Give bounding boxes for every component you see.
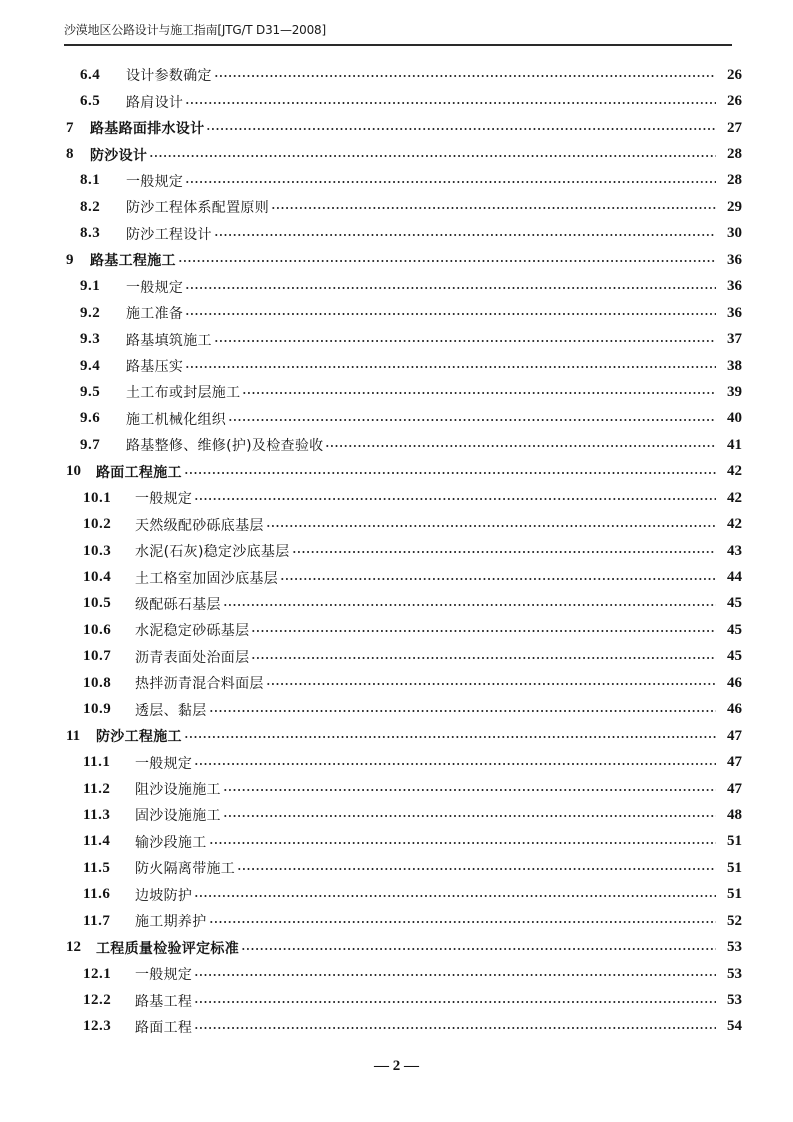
toc-chapter-entry[interactable] [66, 141, 742, 167]
toc-entry-page: 51 [727, 886, 742, 903]
toc-entry-number: 10.2 [83, 516, 112, 533]
document-title: 沙漠地区公路设计与施工指南[JTG/T D31—2008] [64, 23, 326, 37]
toc-entry-page: 29 [727, 198, 742, 215]
toc-section-entry[interactable] [66, 987, 742, 1013]
toc-chapter-entry[interactable] [66, 247, 742, 273]
toc-entry-number: 10.7 [83, 648, 112, 665]
toc-entry-title: 水泥稳定砂砾基层 [135, 623, 250, 640]
toc-section-entry[interactable] [66, 485, 742, 511]
toc-section-entry[interactable] [66, 697, 742, 723]
toc-entry-page: 39 [727, 383, 742, 400]
toc-section-entry[interactable] [66, 379, 742, 405]
dot-leader [266, 519, 716, 533]
toc-chapter-entry[interactable] [66, 723, 742, 749]
toc-section-entry[interactable] [66, 855, 742, 881]
toc-entry-number: 10.6 [83, 621, 112, 638]
toc-entry-page: 42 [727, 463, 742, 480]
toc-entry-title: 工程质量检验评定标准 [96, 940, 239, 957]
toc-section-entry[interactable] [66, 62, 742, 88]
dot-leader [149, 149, 716, 163]
toc-entry-number: 10.9 [83, 701, 112, 718]
toc-entry-title: 路基工程施工 [90, 253, 176, 270]
toc-section-entry[interactable] [66, 432, 742, 458]
toc-entry-number: 12.1 [83, 965, 112, 982]
toc-entry-page: 46 [727, 674, 742, 691]
toc-entry-number: 11.3 [83, 806, 111, 823]
toc-entry-page: 28 [727, 172, 742, 189]
toc-chapter-entry[interactable] [66, 459, 742, 485]
dot-leader [214, 69, 716, 83]
toc-entry-title: 阻沙设施施工 [135, 782, 221, 799]
toc-section-entry[interactable] [66, 300, 742, 326]
dot-leader [223, 598, 716, 612]
dot-leader [185, 175, 716, 189]
toc-entry-title: 路基压实 [126, 359, 184, 376]
dot-leader [185, 281, 716, 295]
toc-entry-page: 28 [727, 146, 742, 163]
toc-entry-number: 10.1 [83, 489, 112, 506]
toc-entry-number: 10.4 [83, 569, 112, 586]
toc-entry-page: 37 [727, 331, 742, 348]
toc-entry-page: 48 [727, 806, 742, 823]
toc-entry-page: 47 [727, 754, 742, 771]
toc-entry-title: 施工机械化组织 [126, 411, 227, 428]
toc-entry-title: 固沙设施施工 [135, 808, 221, 825]
toc-section-entry[interactable] [66, 670, 742, 696]
toc-section-entry[interactable] [66, 961, 742, 987]
toc-entry-page: 38 [727, 357, 742, 374]
toc-entry-number: 9.1 [80, 278, 101, 295]
toc-entry-number: 8 [66, 146, 74, 163]
toc-section-entry[interactable] [66, 353, 742, 379]
dot-leader [223, 809, 716, 823]
toc-section-entry[interactable] [66, 644, 742, 670]
dot-leader [206, 122, 716, 136]
dot-leader [237, 862, 716, 876]
toc-entry-number: 12 [66, 939, 81, 956]
toc-entry-title: 路面工程 [135, 1019, 193, 1036]
toc-chapter-entry[interactable] [66, 115, 742, 141]
toc-entry-number: 9 [66, 251, 74, 268]
dot-leader [223, 783, 716, 797]
toc-entry-title: 土工布或封层施工 [126, 385, 241, 402]
toc-entry-title: 一般规定 [126, 279, 184, 296]
toc-entry-title: 防沙工程设计 [126, 226, 212, 243]
dot-leader [280, 572, 716, 586]
toc-entry-number: 11.4 [83, 833, 111, 850]
toc-entry-number: 12.2 [83, 992, 112, 1009]
dot-leader [292, 545, 716, 559]
dot-leader [194, 889, 716, 903]
toc-entry-number: 8.1 [80, 172, 101, 189]
toc-entry-number: 12.3 [83, 1018, 112, 1035]
toc-entry-title: 路基整修、维修(护)及检查验收 [126, 438, 324, 455]
toc-entry-number: 11 [66, 727, 81, 744]
toc-entry-page: 26 [727, 66, 742, 83]
dot-leader [251, 651, 716, 665]
dot-leader [325, 439, 716, 453]
toc-entry-number: 10.8 [83, 674, 112, 691]
toc-entry-title: 沥青表面处治面层 [135, 649, 250, 666]
toc-entry-page: 44 [727, 569, 742, 586]
toc-section-entry[interactable] [66, 1014, 742, 1040]
toc-entry-page: 36 [727, 304, 742, 321]
toc-entry-title: 一般规定 [135, 755, 193, 772]
toc-entry-page: 52 [727, 912, 742, 929]
toc-entry-page: 36 [727, 251, 742, 268]
toc-entry-title: 防沙工程施工 [96, 729, 182, 746]
toc-entry-number: 11.5 [83, 859, 111, 876]
toc-entry-number: 11.6 [83, 886, 111, 903]
toc-entry-title: 设计参数确定 [126, 68, 212, 85]
toc-entry-page: 46 [727, 701, 742, 718]
toc-entry-title: 防沙设计 [90, 147, 148, 164]
dot-leader [241, 942, 716, 956]
dot-leader [194, 757, 716, 771]
toc-entry-page: 36 [727, 278, 742, 295]
toc-section-entry[interactable] [66, 564, 742, 590]
toc-entry-page: 53 [727, 939, 742, 956]
toc-entry-title: 施工准备 [126, 306, 184, 323]
toc-section-entry[interactable] [66, 274, 742, 300]
toc-entry-page: 53 [727, 992, 742, 1009]
header-rule [64, 44, 732, 46]
toc-entry-number: 6.4 [80, 66, 101, 83]
toc-entry-title: 路面工程施工 [96, 464, 182, 481]
toc-entry-number: 9.5 [80, 383, 101, 400]
toc-entry-number: 10 [66, 463, 81, 480]
toc-entry-title: 输沙段施工 [135, 834, 207, 851]
dot-leader [194, 492, 716, 506]
dot-leader [185, 96, 716, 110]
toc-entry-number: 9.6 [80, 410, 101, 427]
toc-entry-title: 天然级配砂砾底基层 [135, 517, 264, 534]
toc-entry-number: 9.3 [80, 331, 101, 348]
toc-section-entry[interactable] [66, 221, 742, 247]
toc-entry-title: 一般规定 [135, 491, 193, 508]
toc-entry-page: 30 [727, 225, 742, 242]
toc-entry-title: 路肩设计 [126, 94, 184, 111]
toc-entry-title: 防火隔离带施工 [135, 861, 236, 878]
toc-entry-title: 级配砾石基层 [135, 596, 221, 613]
dot-leader [185, 360, 716, 374]
dot-leader [184, 730, 716, 744]
dot-leader [228, 413, 716, 427]
toc-entry-page: 51 [727, 859, 742, 876]
toc-section-entry[interactable] [66, 194, 742, 220]
toc-entry-page: 42 [727, 489, 742, 506]
toc-entry-number: 6.5 [80, 93, 101, 110]
toc-section-entry[interactable] [66, 538, 742, 564]
toc-entry-title: 一般规定 [126, 173, 184, 190]
running-header [64, 22, 732, 46]
dot-leader [194, 1021, 716, 1035]
toc-chapter-entry[interactable] [66, 934, 742, 960]
toc-section-entry[interactable] [66, 88, 742, 114]
toc-section-entry[interactable] [66, 591, 742, 617]
toc-entry-number: 10.3 [83, 542, 112, 559]
toc-entry-number: 9.7 [80, 436, 101, 453]
toc-section-entry[interactable] [66, 511, 742, 537]
toc-entry-number: 8.2 [80, 198, 101, 215]
toc-entry-page: 40 [727, 410, 742, 427]
toc-entry-number: 11.2 [83, 780, 111, 797]
toc-entry-page: 41 [727, 436, 742, 453]
toc-entry-title: 一般规定 [135, 967, 193, 984]
toc-entry-page: 51 [727, 833, 742, 850]
toc-entry-title: 路基工程 [135, 993, 193, 1010]
toc-section-entry[interactable] [66, 829, 742, 855]
dot-leader [185, 307, 716, 321]
toc-entry-number: 11.7 [83, 912, 111, 929]
toc-entry-page: 42 [727, 516, 742, 533]
toc-entry-page: 43 [727, 542, 742, 559]
toc-entry-number: 9.4 [80, 357, 101, 374]
toc-entry-number: 7 [66, 119, 74, 136]
toc-entry-page: 45 [727, 621, 742, 638]
toc-entry-page: 54 [727, 1018, 742, 1035]
dot-leader [209, 704, 717, 718]
toc-section-entry[interactable] [66, 776, 742, 802]
dot-leader [251, 624, 716, 638]
dot-leader [266, 677, 716, 691]
toc-section-entry[interactable] [66, 406, 742, 432]
toc-entry-number: 8.3 [80, 225, 101, 242]
toc-entry-number: 10.5 [83, 595, 112, 612]
toc-section-entry[interactable] [66, 168, 742, 194]
dot-leader [209, 915, 717, 929]
toc-entry-page: 45 [727, 648, 742, 665]
toc-entry-page: 26 [727, 93, 742, 110]
dot-leader [194, 968, 716, 982]
toc-entry-title: 土工格室加固沙底基层 [135, 570, 278, 587]
toc-entry-title: 水泥(石灰)稳定沙底基层 [135, 544, 290, 561]
toc-entry-title: 热拌沥青混合料面层 [135, 676, 264, 693]
toc-section-entry[interactable] [66, 802, 742, 828]
toc-entry-page: 53 [727, 965, 742, 982]
toc-entry-title: 防沙工程体系配置原则 [126, 200, 269, 217]
toc-entry-page: 27 [727, 119, 742, 136]
toc-section-entry[interactable] [66, 749, 742, 775]
toc-section-entry[interactable] [66, 617, 742, 643]
toc-entry-number: 9.2 [80, 304, 101, 321]
toc-entry-title: 路基填筑施工 [126, 332, 212, 349]
dot-leader [214, 334, 716, 348]
dot-leader [209, 836, 717, 850]
toc-entry-title: 透层、黏层 [135, 702, 207, 719]
dot-leader [214, 228, 716, 242]
dot-leader [271, 201, 716, 215]
toc-entry-title: 施工期养护 [135, 914, 207, 931]
toc-section-entry[interactable] [66, 882, 742, 908]
toc-entry-page: 47 [727, 780, 742, 797]
dot-leader [178, 254, 716, 268]
toc-entry-page: 45 [727, 595, 742, 612]
toc-entry-page: 47 [727, 727, 742, 744]
page-number: — 2 — [374, 1058, 419, 1074]
dot-leader [242, 386, 716, 400]
toc-entry-title: 边坡防护 [135, 887, 193, 904]
toc-entry-number: 11.1 [83, 754, 111, 771]
dot-leader [194, 995, 716, 1009]
dot-leader [184, 466, 716, 480]
table-of-contents [66, 62, 742, 1040]
toc-section-entry[interactable] [66, 326, 742, 352]
toc-entry-title: 路基路面排水设计 [90, 121, 205, 138]
toc-section-entry[interactable] [66, 908, 742, 934]
